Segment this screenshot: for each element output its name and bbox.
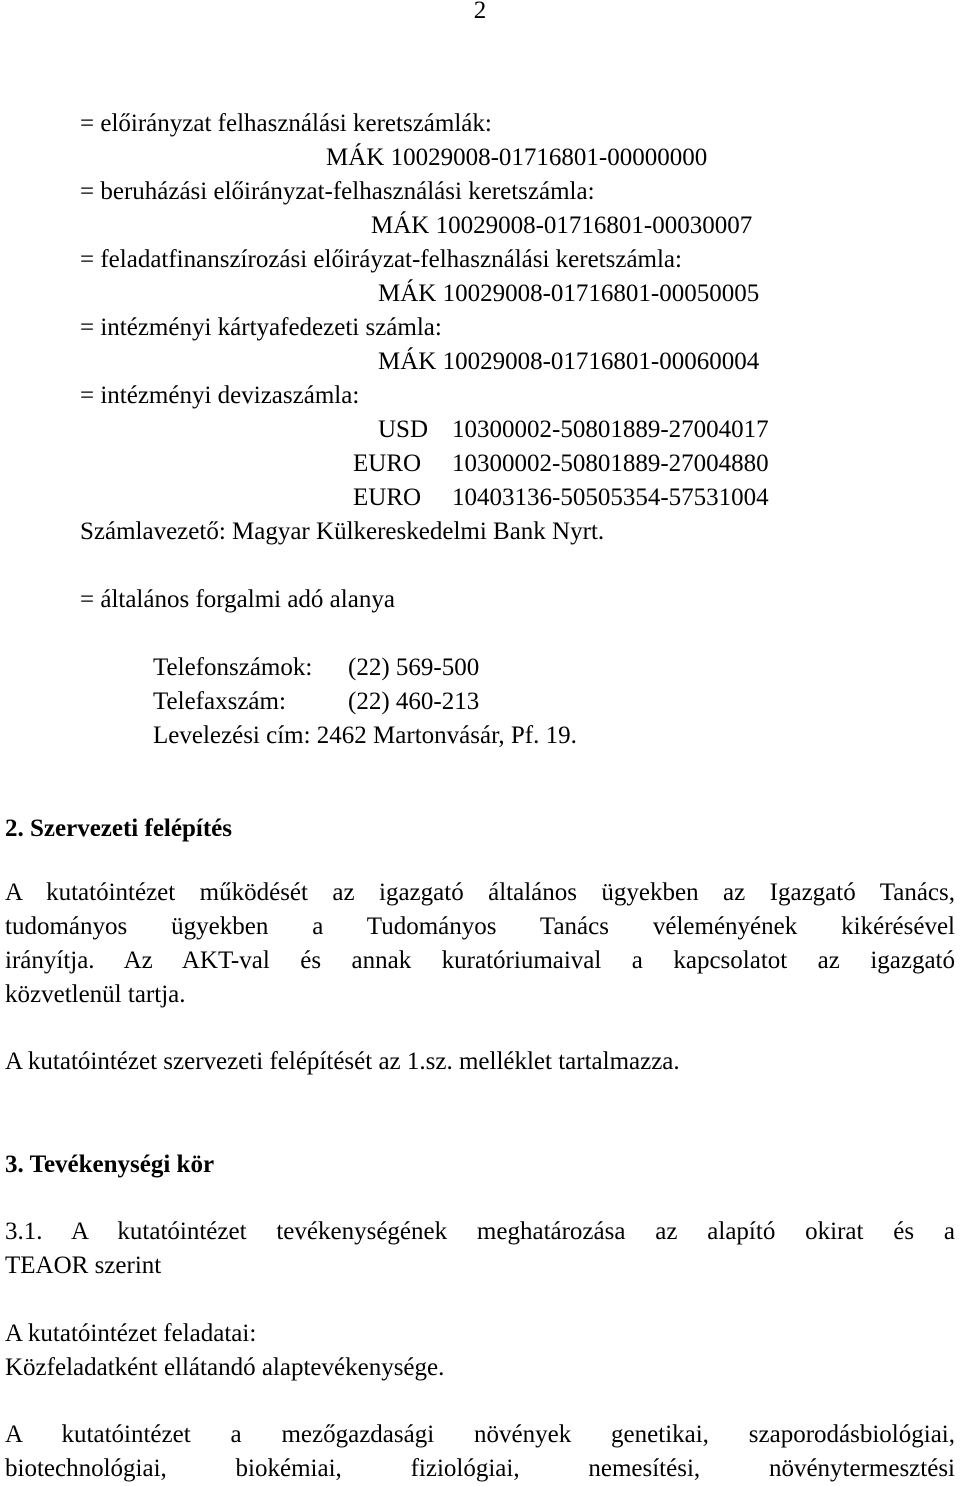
paragraph-line: biotechnológiai, biokémiai, fiziológiai, nemesítési, növénytermesztési [5, 1455, 955, 1482]
account-number: MÁK 10029008-01716801-00030007 [371, 212, 753, 239]
vat-status: = általános forgalmi adó alanya [80, 586, 395, 613]
contact-phone [153, 651, 479, 685]
account-number: MÁK 10029008-01716801-00060004 [378, 348, 760, 375]
currency-account-number: 10300002-50801889-27004017 [452, 416, 769, 443]
accounts-heading: = intézményi devizaszámla: [80, 382, 360, 409]
currency-account-euro [353, 481, 769, 515]
currency-label: EURO [353, 484, 422, 511]
paragraph-line: irányítja. Az AKT-val és annak kuratóriumaival a kapcsolatot az igazgató [5, 947, 955, 974]
currency-account-number: 10300002-50801889-27004880 [452, 450, 769, 477]
subsection-heading: 3.1. A kutatóintézet tevékenységének meghatározása az alapító okirat és a [5, 1218, 955, 1245]
fax-label: Telefaxszám: [153, 688, 286, 715]
page-number: 2 [473, 0, 487, 24]
accounts-heading: = előirányzat felhasználási keretszámlák: [80, 110, 492, 137]
currency-label: EURO [353, 450, 422, 477]
accounts-heading: = feladatfinanszírozási előiráyzat-felhasználási keretszámla: [80, 246, 682, 273]
currency-account-usd [378, 413, 769, 447]
paragraph-line: Közfeladatként ellátandó alaptevékenysége. [5, 1354, 445, 1381]
phone-value: (22) 569-500 [348, 654, 480, 681]
section-number: 3. [5, 1151, 24, 1178]
currency-label: USD [378, 416, 429, 443]
contact-fax [153, 685, 479, 719]
section-heading [5, 1148, 214, 1182]
fax-value: (22) 460-213 [348, 688, 480, 715]
subsection-heading: TEAOR szerint [5, 1252, 162, 1279]
account-number: MÁK 10029008-01716801-00000000 [326, 144, 708, 171]
paragraph-line: A kutatóintézet feladatai: [5, 1320, 257, 1347]
paragraph-line: A kutatóintézet működését az igazgató általános ügyekben az Igazgató Tanács, [5, 879, 955, 906]
paragraph-line: tudományos ügyekben a Tudományos Tanács véleményének kikérésével [5, 913, 955, 940]
phone-label: Telefonszámok: [153, 654, 313, 681]
paragraph-line: A kutatóintézet a mezőgazdasági növények genetikai, szaporodásbiológiai, [5, 1421, 955, 1448]
paragraph-line: közvetlenül tartja. [5, 981, 186, 1008]
accounts-heading: = intézményi kártyafedezeti számla: [80, 314, 442, 341]
currency-account-number: 10403136-50505354-57531004 [452, 484, 769, 511]
currency-account-euro [353, 447, 769, 481]
contact-address: Levelezési cím: 2462 Martonvásár, Pf. 19. [153, 722, 577, 749]
paragraph: A kutatóintézet szervezeti felépítését az 1.sz. melléklet tartalmazza. [5, 1048, 680, 1075]
account-bank: Számlavezető: Magyar Külkereskedelmi Bank Nyrt. [80, 518, 605, 545]
account-number: MÁK 10029008-01716801-00050005 [378, 280, 760, 307]
section-title: Tevékenységi kör [29, 1151, 215, 1178]
accounts-heading: = beruházási előirányzat-felhasználási keretszámla: [80, 178, 595, 205]
section-heading: 2. Szervezeti felépítés [5, 815, 232, 842]
